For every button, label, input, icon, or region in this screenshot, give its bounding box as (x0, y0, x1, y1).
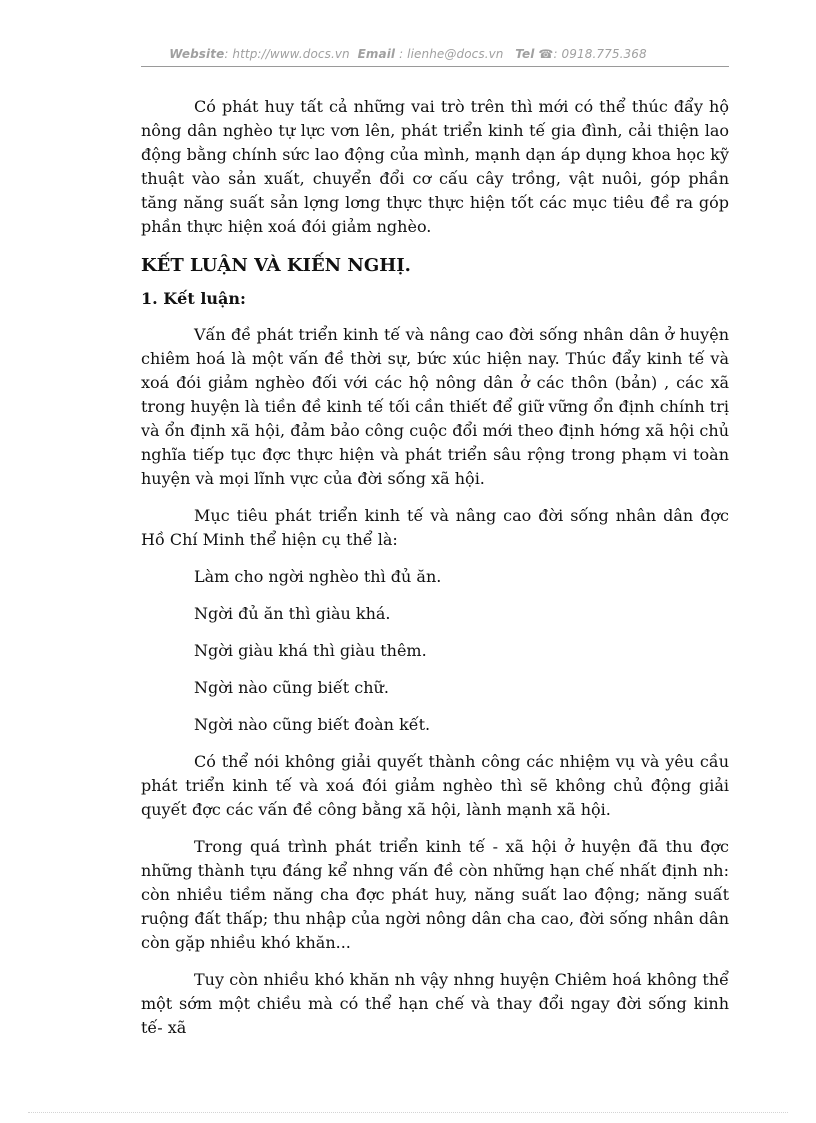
goal-line-1: Làm cho ngời nghèo thì đủ ăn. (194, 567, 442, 586)
phone-icon: ☎ (538, 47, 554, 61)
email-label: Email (357, 47, 396, 61)
page-header (0, 47, 816, 61)
goal-line-5: Ngời nào cũng biết đoàn kết. (194, 715, 431, 734)
paragraph-4: Trong quá trình phát triển kinh tế - xã hội ở huyện đã thu đợc những thành tựu đáng kể nhng vấn đề còn những hạn chế nhất định nh: còn nhiều tiềm năng cha đợc phát huy, năng suất lao động; năng suất ruộng đất thấp; thu nhập của ngời nông dân cha cao, đời sống nhân dân còn gặp nhiều khó khăn... (141, 837, 729, 952)
section-title: KẾT LUẬN VÀ KIẾN NGHỊ. (141, 255, 411, 276)
paragraph-2: Mục tiêu phát triển kinh tế và nâng cao đời sống nhân dân đợc Hồ Chí Minh thể hiện cụ thể là: (141, 506, 729, 549)
paragraph-intro: Có phát huy tất cả những vai trò trên thì mới có thể thúc đẩy hộ nông dân nghèo tự lực vơn lên, phát triển kinh tế gia đình, cải thiện lao động bằng chính sức lao động của mình, mạnh dạn áp dụng khoa học kỹ thuật vào sản xuất, chuyển đổi cơ cấu cây trồng, vật nuôi, góp phần tăng năng suất sản lợng lơng thực thực hiện tốt các mục tiêu đề ra góp phần thực hiện xoá đói giảm nghèo. (141, 97, 729, 236)
email-value: : lienhe@docs.vn (399, 47, 504, 61)
paragraph-1: Vấn đề phát triển kinh tế và nâng cao đời sống nhân dân ở huyện chiêm hoá là một vấn đề thời sự, bức xúc hiện nay. Thúc đẩy kinh tế và xoá đói giảm nghèo đối với các hộ nông dân ở các thôn (bản) , các xã trong huyện là tiền đề kinh tế tối cần thiết để giữ vững ổn định chính trị và ổn định xã hội, đảm bảo công cuộc đổi mới theo định hớng xã hội chủ nghĩa tiếp tục đợc thực hiện và phát triển sâu rộng trong phạm vi toàn huyện và mọi lĩnh vực của đời sống xã hội. (141, 325, 729, 488)
subsection-title: 1. Kết luận: (141, 289, 246, 308)
paragraph-3: Có thể nói không giải quyết thành công các nhiệm vụ và yêu cầu phát triển kinh tế và xoá đói giảm nghèo thì sẽ không chủ động giải quyết đợc các vấn đề công bằng xã hội, lành mạnh xã hội. (141, 752, 729, 819)
footer-divider (28, 1112, 788, 1113)
website-value: : http://www.docs.vn (224, 47, 350, 61)
goal-line-3: Ngời giàu khá thì giàu thêm. (194, 641, 427, 660)
header-divider (141, 66, 729, 67)
website-label: Website (169, 47, 225, 61)
paragraph-5: Tuy còn nhiều khó khăn nh vậy nhng huyện Chiêm hoá không thể một sớm một chiều mà có thể hạn chế và thay đổi ngay đời sống kinh tế- xã (141, 970, 729, 1037)
tel-value: : 0918.775.368 (553, 47, 647, 61)
goal-line-4: Ngời nào cũng biết chữ. (194, 678, 389, 697)
tel-label: Tel (515, 47, 535, 61)
goal-line-2: Ngời đủ ăn thì giàu khá. (194, 604, 391, 623)
document-body (141, 95, 729, 1053)
